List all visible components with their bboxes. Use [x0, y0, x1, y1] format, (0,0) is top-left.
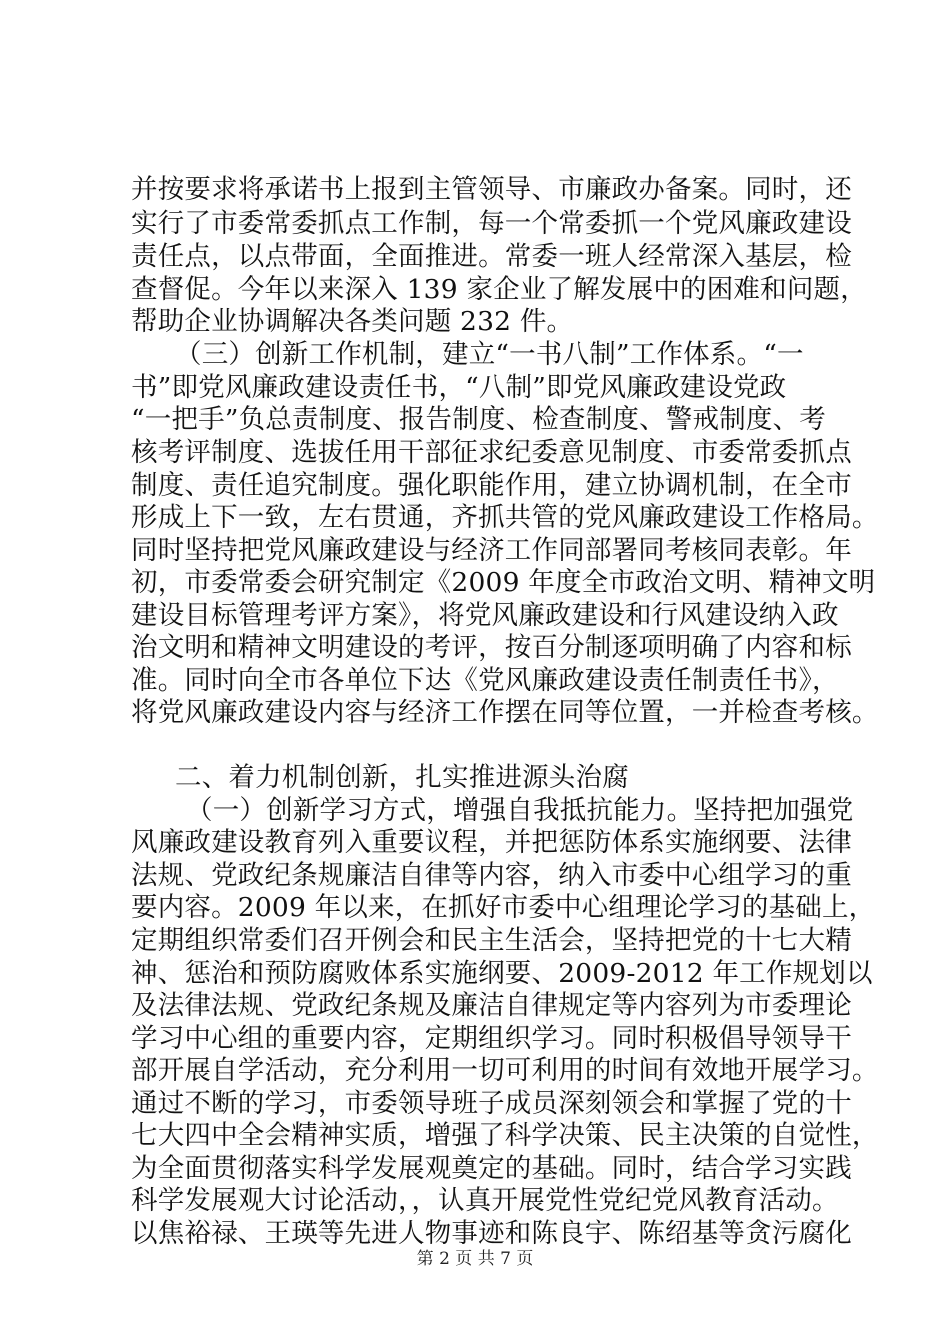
paragraph-line: 法规、党政纪条规廉洁自律等内容，纳入市委中心组学习的重: [131, 860, 852, 891]
paragraph-line: 学习中心组的重要内容，定期组织学习。同时积极倡导领导干: [131, 1023, 852, 1054]
paragraph-line: 准。同时向全市各单位下达《党风廉政建设责任制责任书》，: [131, 665, 839, 696]
paragraph-line: 部开展自学活动，充分利用一切可利用的时间有效地开展学习。: [131, 1055, 879, 1086]
paragraph-line: 形成上下一致，左右贯通，齐抓共管的党风廉政建设工作格局。: [131, 502, 879, 533]
paragraph-line: 责任点，以点带面，全面推进。常委一班人经常深入基层，检: [131, 241, 852, 272]
paragraph-line: 七大四中全会精神实质，增强了科学决策、民主决策的自觉性，: [131, 1120, 879, 1151]
paragraph-line: 同时坚持把党风廉政建设与经济工作同部署同考核同表彰。年: [131, 535, 852, 566]
paragraph-line: 通过不断的学习，市委领导班子成员深刻领会和掌握了党的十: [131, 1088, 852, 1119]
paragraph-line: 核考评制度、选拔任用干部征求纪委意见制度、市委常委抓点: [131, 437, 852, 468]
paragraph-line: 将党风廉政建设内容与经济工作摆在同等位置，一并检查考核。: [131, 697, 879, 728]
paragraph-line: “一把手”负总责制度、报告制度、检查制度、警戒制度、考: [131, 404, 826, 435]
paragraph-line: 为全面贯彻落实科学发展观奠定的基础。同时，结合学习实践: [131, 1153, 852, 1184]
paragraph-line: 神、惩治和预防腐败体系实施纲要、2009-2012 年工作规划以: [131, 958, 873, 989]
paragraph-line: 并按要求将承诺书上报到主管领导、市廉政办备案。同时，还: [131, 174, 852, 205]
paragraph-line: 初，市委常委会研究制定《2009 年度全市政治文明、精神文明: [131, 567, 876, 598]
paragraph-line: 治文明和精神文明建设的考评，按百分制逐项明确了内容和标: [131, 632, 852, 663]
paragraph-line: 建设目标管理考评方案》，将党风廉政建设和行风建设纳入政: [131, 600, 839, 631]
paragraph-line: 实行了市委常委抓点工作制，每一个常委抓一个党风廉政建设: [131, 208, 852, 239]
paragraph-line: 及法律法规、党政纪条规及廉洁自律规定等内容列为市委理论: [131, 990, 852, 1021]
paragraph-line: 制度、责任追究制度。强化职能作用，建立协调机制，在全市: [131, 470, 852, 501]
paragraph-line: 书”即党风廉政建设责任书，“八制”即党风廉政建设党政: [131, 372, 787, 403]
paragraph-line: （三）创新工作机制，建立“一书八制”工作体系。“一: [175, 339, 804, 370]
section-heading: 二、着力机制创新，扎实推进源头治腐: [175, 762, 629, 793]
paragraph-line: 科学发展观大讨论活动，，认真开展党性党纪党风教育活动。: [131, 1185, 839, 1216]
paragraph-line: 帮助企业协调解决各类问题 232 件。: [131, 306, 574, 337]
paragraph-line: 定期组织常委们召开例会和民主生活会，坚持把党的十七大精: [131, 925, 852, 956]
page-number-footer: 第 2 页 共 7 页: [416, 1249, 534, 1269]
paragraph-line: 查督促。今年以来深入 139 家企业了解发展中的困难和问题，: [131, 274, 867, 305]
paragraph-line: 风廉政建设教育列入重要议程，并把惩防体系实施纲要、法律: [131, 827, 852, 858]
paragraph-line: （一）创新学习方式，增强自我抵抗能力。坚持把加强党: [186, 795, 854, 826]
paragraph-line: 要内容。2009 年以来，在抓好市委中心组理论学习的基础上，: [131, 892, 876, 923]
paragraph-line: 以焦裕禄、王瑛等先进人物事迹和陈良宇、陈绍基等贪污腐化: [131, 1218, 852, 1249]
